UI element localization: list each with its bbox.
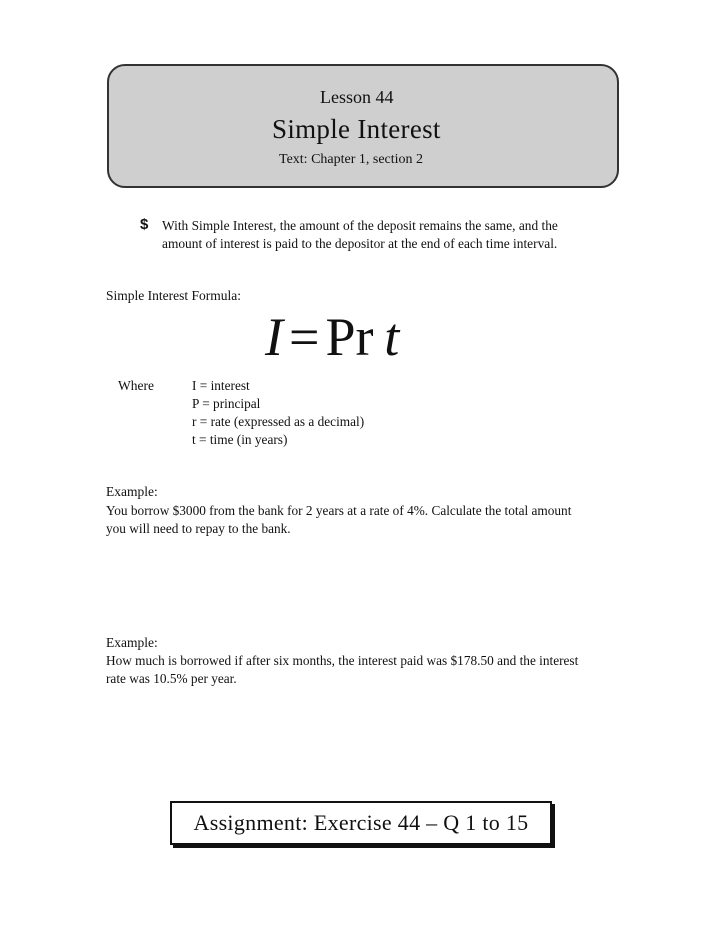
- simple-interest-formula: [265, 307, 400, 367]
- intro-text-line: amount of interest is paid to the depositor at the end of each time interval.: [162, 236, 558, 251]
- text-reference: Text: Chapter 1, section 2: [279, 152, 424, 167]
- variable-definition: r = rate (expressed as a decimal): [192, 414, 365, 429]
- lesson-number: Lesson 44: [320, 87, 394, 107]
- dollar-bullet-icon: $: [140, 216, 149, 233]
- example-heading: Example:: [106, 484, 158, 499]
- example-heading: Example:: [106, 635, 158, 650]
- variable-definition: I = interest: [192, 378, 250, 393]
- example-text-line: How much is borrowed if after six months, the interest paid was $178.50 and the interest: [106, 653, 579, 668]
- formula-time-symbol: t: [384, 307, 400, 367]
- formula-interest-symbol: I: [265, 307, 283, 367]
- formula-equals-sign: =: [288, 307, 320, 367]
- assignment-banner: Assignment: Exercise 44 – Q 1 to 15: [170, 801, 552, 845]
- variable-definition: P = principal: [192, 396, 261, 411]
- variable-definition: t = time (in years): [192, 432, 288, 447]
- lesson-title: Simple Interest: [272, 114, 441, 144]
- where-label: Where: [118, 378, 154, 393]
- example-text-line: You borrow $3000 from the bank for 2 years at a rate of 4%. Calculate the total amount: [106, 503, 572, 518]
- example-text-line: you will need to repay to the bank.: [106, 521, 291, 536]
- example-text-line: rate was 10.5% per year.: [106, 671, 237, 686]
- formula-label: Simple Interest Formula:: [106, 288, 241, 303]
- formula-principal-rate: Pr: [325, 307, 374, 367]
- intro-text-line: With Simple Interest, the amount of the deposit remains the same, and the: [162, 218, 558, 233]
